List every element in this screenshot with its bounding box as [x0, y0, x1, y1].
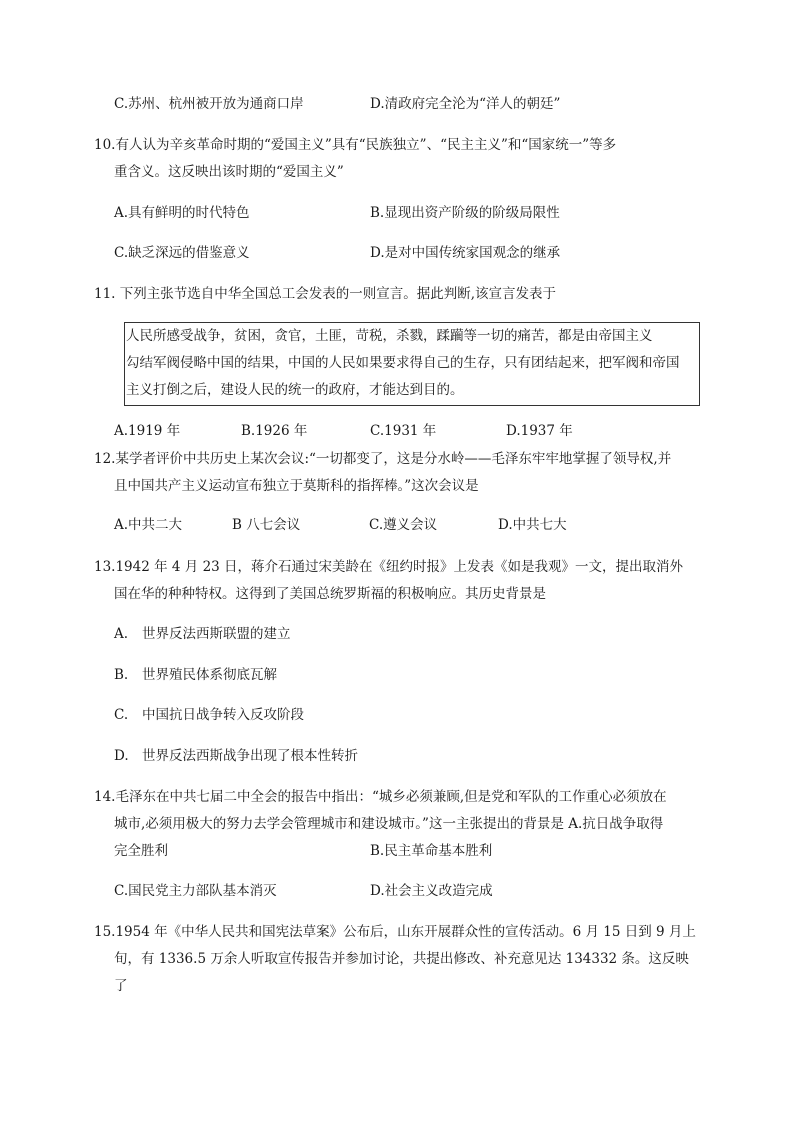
q12-option-d: D.中共七大 — [498, 517, 567, 533]
q10-option-a: A.具有鲜明的时代特色 — [114, 205, 250, 221]
q11-quote-box — [124, 322, 700, 406]
q14-stem-line1: 14.毛泽东在中共七届二中全会的报告中指出：“城乡必须兼顾,但是党和军队的工作重心必须放在 — [94, 789, 667, 805]
q13-option-d-label: D. — [114, 748, 129, 764]
q12-option-b: B 八七会议 — [232, 517, 301, 533]
q12-stem-line1: 12.某学者评价中共历史上某次会议:“一切都变了，这是分水岭——毛泽东牢牢地掌握了领导权,并 — [94, 451, 672, 467]
q13-option-a-text: 世界反法西斯联盟的建立 — [142, 626, 291, 642]
q13-option-b-text: 世界殖民体系彻底瓦解 — [142, 667, 277, 683]
q9-option-d: D.清政府完全沦为“洋人的朝廷” — [370, 96, 561, 112]
q10-option-d: D.是对中国传统家国观念的继承 — [370, 245, 561, 261]
q13-option-a — [114, 625, 291, 643]
q12-stem-line2: 且中国共产主义运动宣布独立于莫斯科的指挥棒。”这次会议是 — [114, 478, 479, 494]
q13-option-c — [114, 706, 304, 724]
q14-option-c: C.国民党主力部队基本消灭 — [114, 883, 277, 899]
q13-option-b-label: B. — [114, 667, 129, 683]
q13-option-b — [114, 666, 277, 684]
q13-option-c-label: C. — [114, 707, 129, 723]
q14-option-d: D.社会主义改造完成 — [370, 883, 493, 899]
q14-stem-line3: 完全胜利 — [114, 843, 168, 859]
q11-option-d: D.1937 年 — [506, 423, 573, 439]
q11-quote-line2: 勾结军阀侵略中国的结果，中国的人民如果要求得自己的生存，只有团结起来，把军阀和帝国 — [126, 355, 680, 371]
q11-option-b: B.1926 年 — [241, 423, 308, 439]
q12-option-a: A.中共二大 — [114, 517, 183, 533]
q10-stem-line2: 重含义。这反映出该时期的“爱国主义” — [114, 164, 344, 180]
q10-option-c: C.缺乏深远的借鉴意义 — [114, 245, 250, 261]
q12-option-c: C.遵义会议 — [369, 517, 438, 533]
q10-option-b: B.显现出资产阶级的阶级局限性 — [370, 205, 560, 221]
q15-stem-line3: 了 — [114, 978, 128, 994]
q13-option-d — [114, 747, 358, 765]
q10-stem-line1: 10.有人认为辛亥革命时期的“爱国主义”具有“民族独立”、“民主主义”和“国家统一”等多 — [94, 137, 617, 153]
q11-quote-line3: 主义打倒之后，建设人民的统一的政府，才能达到目的。 — [126, 382, 464, 398]
q15-stem-line1: 15.1954 年《中华人民共和国宪法草案》公布后，山东开展群众性的宣传活动。6 月 15 日到 9 月上 — [94, 924, 696, 940]
q11-stem: 11. 下列主张节选自中华全国总工会发表的一则宣言。据此判断,该宣言发表于 — [94, 286, 557, 302]
q13-option-a-label: A. — [114, 626, 129, 642]
q14-option-b: B.民主革命基本胜利 — [370, 843, 493, 859]
q13-stem-line1: 13.1942 年 4 月 23 日，蒋介石通过宋美龄在《纽约时报》上发表《如是我观》一文，提出取消外 — [94, 559, 684, 575]
q13-stem-line2: 国在华的种种特权。这得到了美国总统罗斯福的积极响应。其历史背景是 — [114, 586, 546, 602]
q13-option-c-text: 中国抗日战争转入反攻阶段 — [142, 707, 304, 723]
q9-option-c: C.苏州、杭州被开放为通商口岸 — [114, 96, 304, 112]
q13-option-d-text: 世界反法西斯战争出现了根本性转折 — [142, 748, 358, 764]
q15-stem-line2: 旬，有 1336.5 万余人听取宣传报告并参加讨论，共提出修改、补充意见达 134332 条。这反映 — [114, 951, 689, 967]
q14-stem-line2: 城市,必须用极大的努力去学会管理城市和建设城市。”这一主张提出的背景是 A.抗日战争取得 — [114, 816, 664, 832]
q11-quote-line1: 人民所感受战争，贫困，贪官，土匪，苛税，杀戮，蹂躏等一切的痛苦，都是由帝国主义 — [126, 328, 653, 344]
q11-option-c: C.1931 年 — [370, 423, 437, 439]
q11-option-a: A.1919 年 — [114, 423, 181, 439]
